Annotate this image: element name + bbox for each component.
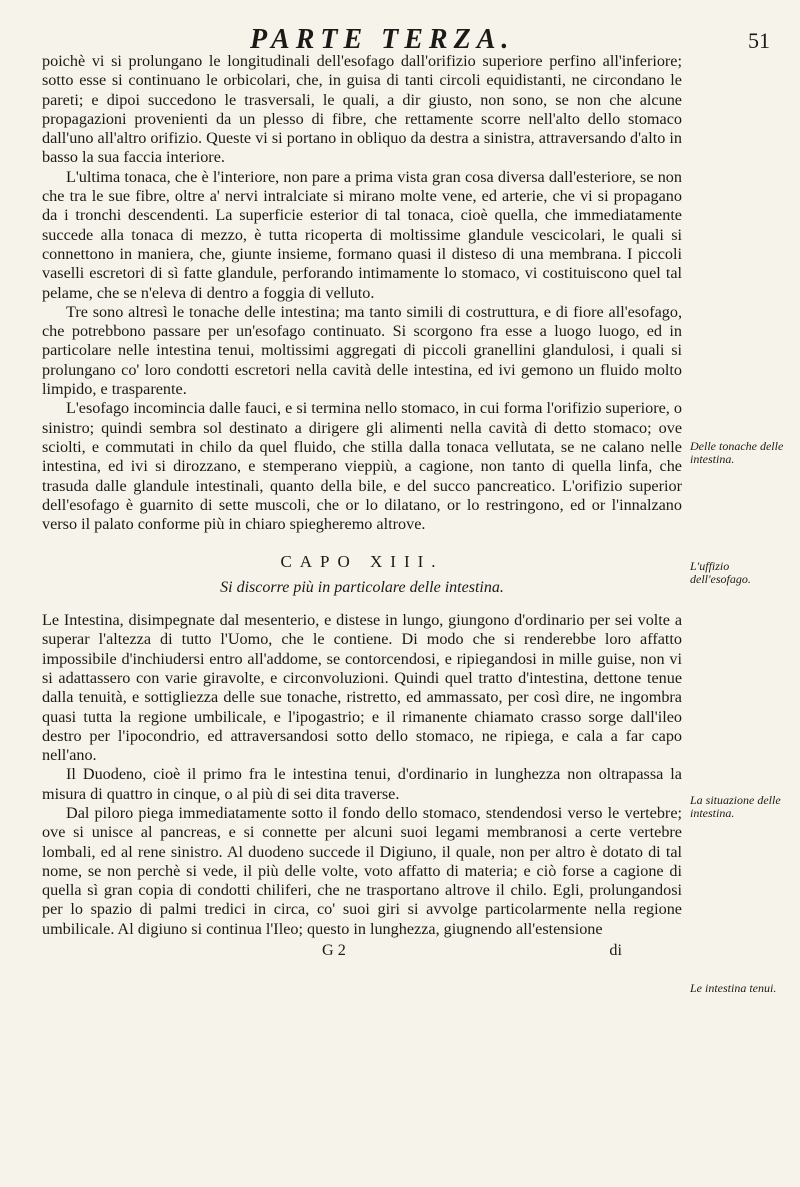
running-head: PARTE TERZA.	[250, 24, 515, 55]
margin-notes	[690, 52, 790, 1152]
chapter-subheading: Si discorre più in particolare delle intestina.	[220, 578, 504, 596]
catchword: di	[609, 941, 622, 960]
paragraph: Il Duodeno, cioè il primo fra le intestina tenui, d'ordinario in lunghezza non oltrapassa la misura di quattro in cinque, o al più di sei dita traverse.	[42, 765, 682, 803]
paragraph: Dal piloro piega immediatamente sotto il fondo dello stomaco, stendendosi verso le vertebre; ove si unisce al pancreas, e si connette per alcuni suoi legami membranosi a certe vertebre lombali, ed al rene sinistro. Al duodeno succede il Digiuno, il quale, non per altro è dotato di tal nome, se non perchè si vede, il più delle volte, voto affatto di materia; e ciò forse a cagione di quella sì gran copia di condotti chiliferi, che ne trasportano altrove il chilo. Egli, prolungandosi per lo spazio di palmi tredici in circa, co' suoi giri si avvolge particolarmente nella regione umbilicale. Al digiuno si continua l'Ileo; questo in lunghezza, giugnendo all'estensione	[42, 803, 682, 938]
chapter-heading: CAPO XIII.	[280, 552, 444, 572]
margin-note: Le intestina tenui.	[690, 981, 777, 995]
main-text	[42, 52, 682, 960]
paragraph: Le Intestina, disimpegnate dal mesenterio, e distese in lungo, giungono d'ordinario per sei volte a superar l'altezza di tutto l'Uomo, che le contiene. Di modo che si renderebbe loro affatto impossibile d'inchiudersi entro all'addome, se contorcendosi, e ripiegandosi in mille guise, non vi si adattassero con varie giravolte, e circonvoluzioni. Quindi quel tratto d'intestina, dettone tenue dalla tenuità, e sottigliezza delle sue tonache, ristretto, ed ammassato, per così dire, ne ingombra quasi tutta la regione umbilicale, e l'ipogastrio; e il rimanente chiamato crasso sorge dall'ileo destro per l'ipocondrio, ed attraversandosi sotto dello stomaco, ne ripiega, e cala a far capo nell'ano.	[42, 611, 682, 765]
paragraph: Tre sono altresì le tonache delle intestina; ma tanto simili di costruttura, e di fiore all'esofago, che potrebbono passare per un'esofago continuato. Si scorgono fra esse a luogo luogo, ed in particolare nelle intestina tenui, moltissimi aggregati di piccoli granellini glandulosi, i quali si prolungano co' loro condotti escretori nella cavità delle intestina, ed ivi gemono un fluido molto limpido, e trasparente.	[42, 302, 682, 399]
paragraph: poichè vi si prolungano le longitudinali dell'esofago dall'orifizio superiore perfino all'inferiore; sotto esse si continuano le orbicolari, che, in guisa di tanti circoli equidistanti, ne circondano le pareti; e dipoi succedono le trasversali, le quali, a dir giusto, non sono, se non che alcune propagazioni provenienti da un plesso di fibre, che rettamente scorre nell'alto dello stomaco dall'uno all'altro orifizio. Queste vi si portano in obliquo da destra a sinistra, attraversando d'alto in basso la sua faccia interiore.	[42, 52, 682, 167]
margin-note: Delle tonache delle intestina.	[690, 439, 784, 466]
margin-note: La situazione delle intestina.	[690, 793, 781, 820]
signature-mark: G 2	[322, 941, 346, 960]
paragraph: L'esofago incomincia dalle fauci, e si termina nello stomaco, in cui forma l'orifizio superiore, o sinistro; quindi sembra sol destinato a dirigere gli alimenti nella cavità di detto stomaco; ove sciolti, e commutati in chilo da quel fluido, che stilla dalla tonaca vellutata, se ne calano nelle intestina, ed ivi si dirozzano, e stemperano vieppiù, a cagione, non tanto di quella linfa, che trasuda dalle glandule intestinali, quanto della bile, e del succo pancreatico. L'orifizio superior dell'esofago è guarnito di sette muscoli, che or lo dilatano, or lo restringono, ed or l'innalzano verso il palato conforme più in chiaro spiegheremo altrove.	[42, 399, 682, 534]
page-footer	[42, 941, 682, 960]
page-number: 51	[748, 28, 770, 53]
margin-note: L'uffizio dell'esofago.	[690, 559, 751, 586]
paragraph: L'ultima tonaca, che è l'interiore, non pare a prima vista gran cosa diversa dall'esteriore, se non che tra le sue fibre, oltre a' nervi intralciate si mirano molte vene, ed arterie, che vi si propagano da i tronchi descendenti. La superficie esterior di tal tonaca, cioè quella, che immediatamente succede alla tonaca di mezzo, è tutta ricoperta di moltissime glandule vescicolari, le quali si connettono in maniera, che, giunte insieme, formano quasi il disteso di una membrana. I piccoli vaselli escretori di sì fatte glandule, perforando intimamente lo stomaco, vi costituiscono quel tal pelame, che se n'eleva di dentro a foggia di velluto.	[42, 167, 682, 302]
